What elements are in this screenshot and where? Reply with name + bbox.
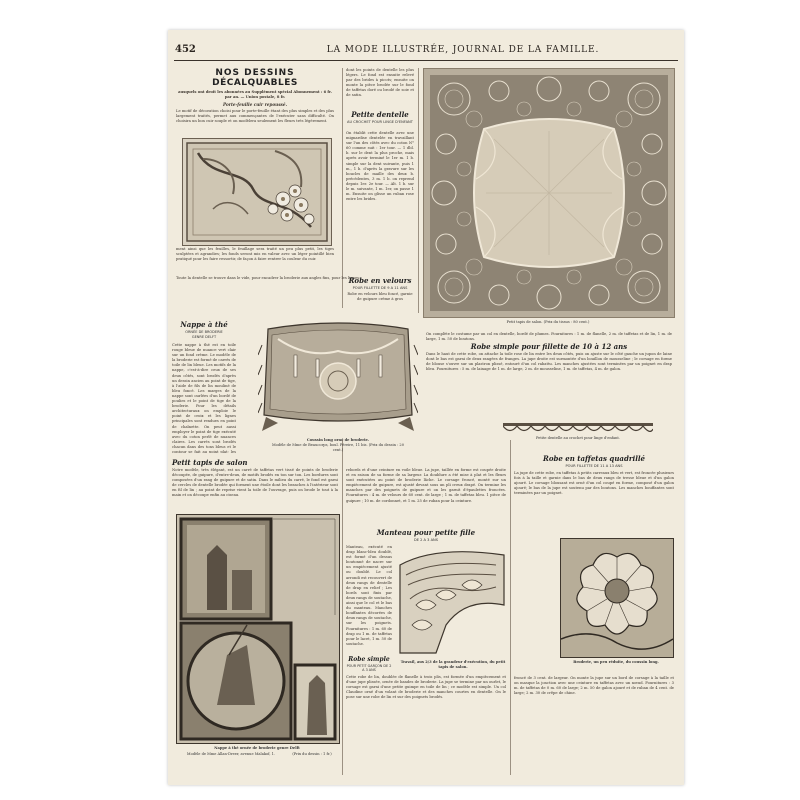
porte-feuille-text-bottom: ment ainsi que les feuilles, le feuillage sera traité un peu plus petit, les tiges sculptées et agrandies; les fonds seront mis en valeur avec un léger pointillé bien pratiqué pour les faire ressortir, de façon à faire rentrer la couleur du cuir. [176,247,334,262]
manteau-subtitle: DE 2 A 3 ANS [413,538,439,542]
robe-velours-title: Robe en velours [348,276,412,285]
nos-dessins-title-line2: DÉCALQUABLES [212,78,298,88]
petit-tapis-text: Notre modèle, très élégant, est un carré de taffetas vert tissé de points de broderie découpée, de guipure, d'entre-deux, de motifs brodés en ton sur ton. Les bordures sont composées d'un rang de guipure et de satin. Dans le milieu du carré, le fond est garni de cercles de dentelle brodée qui forment une étoile dont les branches à l'intérieur sont en fil de lin ; au point de reprise vient la toile de l'ouvrage, puis on brode le tout à la main et on découpe enfin au ciseau. [172,468,338,498]
subscription-note: auxquels ont droit les abonnées au Supplément spécial Abonnement : 6 fr. par an. — Union postale, 8 fr. [178,90,332,100]
page-number: 452 [175,44,196,55]
nappe-the-subtitle-1: ORNÉE DE BRODERIE [185,330,223,334]
velours-continuation-text: rebords et d'une ceinture en voile bleue. La jupe, taillée en forme est coupée droite et en raison de sa forme de sa largeur. La doublure a été mise à plat et les fleurs sont exécutées au point de broderie lâche. Le corsage froncé, monté sur un empiècement de guipure, est ajusté devant sous un pli creux drapé. On termine les manches par des poignets de guipure et on les garnit d'épaulettes froncées. Fournitures : 4 m. de velours de 60 cent. de large ; 1 m. de taffetas bleu. 1 pièce de guipure ; 10 m. de cordonnet, et 1 m. 25 de ruban pour la ceinture. [346,468,506,503]
nappe-the-text: Cette nappe à thé est en toile rouge bleue de nuance vert clair sur un fond crème. Le modèle de la broderie est formé de carrés de toile de lin bleue. Les motifs de la nappe, c'est-à-dire ceux de ses deux côtés, sont brodés d'après un dessin ancien au point de tige, à l'aide de fils de lin mouliné de bleu foncé. Les marges de la nappe sont ourlées d'un bordé de poulies et le point de tige de la broderie. Pour les détails architecturaux on emploie le point de croix et les lignes principales sont rendues en point de chaînette. On peut aussi employer le point de tige exécuté avec du coton perlé de nuances claires. Les carrés sont brodés chacun dans des tons bleus et le contour se fait au point plat; les [172,343,236,453]
robe-simple-10-12-title: Robe simple pour fillette de 10 à 12 ans [470,342,628,351]
robe-velours-text: Robe en velours bleu foncé, garnie de guipure crème à gros [347,292,413,302]
coussin-caption-title: Coussin long orné de broderie. [306,438,370,442]
nappe-price: (Prix du dessin : 1 fr.) [292,752,332,756]
travail-tapis-caption: Travail, aux 2/3 de la grandeur d'exécution, du petit tapis de salon. [400,660,506,669]
lace-strip-drawing [503,421,653,435]
petit-tapis-title: Petit tapis de salon [172,458,248,467]
porte-feuille-text-top: Le motif de décoration choisi pour le porte-feuille étant des plus simples et des plus largement traités, permet aux commençantes de l'exécuter sans difficulté. On choisira un bon cuir souple et on modèlera seulement les fleurs très légèrement. [176,109,334,124]
lace-detail-drawing [396,545,506,655]
robe-velours-subtitle: POUR FILLETTE DE 9 A 11 ANS [352,286,408,290]
manteau-title: Manteau pour petite fille [376,528,476,537]
broderie-drawing [561,539,673,657]
column-divider [342,68,343,308]
robe-simple-intro-text: On complète le costume par un col en dentelle, bordé de plumes. Fournitures : 1 m. de flanelle, 2 m. de taffetas et de lin, 1 m. de large, 1 m. 50 de boutons. [426,332,672,342]
robe-simple-title: Robe simple [348,656,390,663]
column-divider [342,440,343,775]
coussin-illustration [258,315,418,435]
crochet-lace-strip [503,420,653,434]
manteau-text: Manteau, exécuté en drap blanc-bleu doublé, est formé d'un dessus boutonné de nacre sur un empiècement ajusté ou doublé. Le col arrondi est recouvert de deux rangs de dentelle de drap en relief ; Les bords sont finis par deux rangs de soutache, ainsi que le col et le bas du manteau. Manches bouffantes décorées de deux rangs de soutache, sur les poignets. Fournitures : 1 m. 60 de drap ou 1 m. de taffetas pour le lacet, 1 m. 50 de soutache. [346,545,392,646]
porte-feuille-subheading: Porte-feuille cuir repoussé. [222,102,288,107]
robe-simple-text: Cette robe de lin, doublée de flanelle à trois plis, est formée d'un empiècement et d'une jupe plissée, ornée de bandes de broderie. La jupe se termine par un ourlet, le corsage est garni d'une petite guimpe en toile de lin ; ce modèle est simple. Un col Claudine orné d'un volant de broderie et des manches courtes en dentelle. On le pose sur une robe de lin et sur des poignets brodés. [346,675,506,700]
robe-simple-10-12-text: Dans le haut de cette robe, on attache la toile rose de lin entre les deux côtés, puis on ajuste sur le côté gauche un jupon de laine dont le bas est garni de deux rangées de franges. La jupe droite est surmontée d'un bouillon de mousseline ; le corsage en forme de blouse s'ouvre sur un plastron plissé, entouré d'un col rabattu. Les manches ajustées sont terminées par un poignet en drap bleu. Fournitures : 5 m. de lainage de 1 m. de large, 2 m. de mousseline, 1 m. de taffetas, 4 m. de galon. [426,352,672,372]
lace-square-drawing [424,69,674,317]
leather-wallet-drawing [183,139,331,245]
continuation-text: dont les points de dentelle les plus légers. Le fond est ensuite relevé par des brides à picots; ensuite on monte la pièce brodée sur le fond de taffetas doré ou brodé de soie et de satin. [346,68,414,98]
petite-dentelle-text: On établit cette dentelle avec une mignardise dentelée en travaillant sur l'un des côtés avec du coton N° 60 comme suit : 1er tour. — 1 dbl. b. sur le dent la plus proche, mais après avoir terminé le 1er m. 1 b. simple sur la dent suivante, puis 1 m., 1 b. d'après la gravure sur les boucles de maille des deux b. précédentes, 3 m. 1 b. on reprend depuis 1er. 2e tour. — Alt. 1 b. sur le m. suivante, 1 m. 1er, on passe 1 m. Ensuite on glisse un ruban rose entre les brides. [346,131,414,202]
broderie-coussin-caption: Broderie, un peu réduite, du coussin long. [573,660,659,664]
robe-taffetas-title: Robe en taffetas quadrillé [543,454,645,463]
nappe-the-subtitle-2: GENRE DELFT [191,335,217,339]
bottom-right-text: froncé de 3 cent. de largeur. On monte la jupe sur un bord de corsage à la taille et on masque la jonction avec une ceinture en taffetas avec un nœud. Fournitures : 3 m. de taffetas de 0 m. 60 de large; 2 m. 50 de galon ajouré et de ruban de 4 cent. de large; 2 m. 30 de crêpe de chine. [514,676,674,696]
delft-tablecloth-drawing [177,515,339,743]
robe-simple-subtitle: POUR PETIT GARÇON DE 2 A 3 ANS [346,664,392,673]
petit-tapis-lace-illustration [423,68,675,318]
nappe-bottom-caption: Nappe à thé ornée de broderie genre Delft [214,746,300,750]
nappe-credit: Modèle de Mme Allan-Dreer, avenue Malakof, 1. [186,752,276,756]
magazine-page [168,30,684,785]
nappe-delft-illustration [176,514,340,744]
column-divider [418,68,419,313]
petit-tapis-caption: Petit tapis de salon. (Prix du tissus : 80 cent.) [506,320,590,324]
petite-dentelle-title: Petite dentelle [351,110,409,119]
header-rule [174,60,678,61]
petite-dentelle-caption: Petite dentelle au crochet pour linge d'enfant. [535,436,621,440]
coussin-broderie-detail [560,538,674,658]
nappe-the-title: Nappe à thé [180,320,228,329]
broderie-intro-text: Toute la dentelle se trouve dans le vide, pour encadrer la broderie aux angles fins, pour les lignes. [176,276,361,280]
leather-wallet-illustration [182,138,332,246]
nos-dessins-title-line1: NOS DESSINS [215,68,295,78]
robe-taffetas-subtitle: POUR FILLETTE DE 11 A 13 ANS [565,464,623,468]
column-divider [510,440,511,775]
coussin-drawing [258,315,418,435]
coussin-caption-credit: Modèle de Mme de Beaucorps, boul. Péreire, 11 bis. (Prix du dessin : 20 cent.) [271,443,404,452]
journal-title: LA MODE ILLUSTRÉE, JOURNAL DE LA FAMILLE. [326,45,600,55]
petite-dentelle-subtitle: AU CROCHET POUR LINGE D'ENFANT [347,120,413,124]
robe-taffetas-text: La jupe de cette robe, en taffetas à petits carreaux bleu et vert, est froncée plusieurs fois à la taille et garnie dans le bas de deux rangs de tresse bleue et d'un galon ajouré. Le corsage blousant est orné d'un col coupé en forme, composé d'un galon ajouré; le bas de la jupe est soutenu par des boutons. Les manches bouffantes sont terminées par un poignet. [514,471,674,496]
tapis-lace-detail [396,545,506,655]
